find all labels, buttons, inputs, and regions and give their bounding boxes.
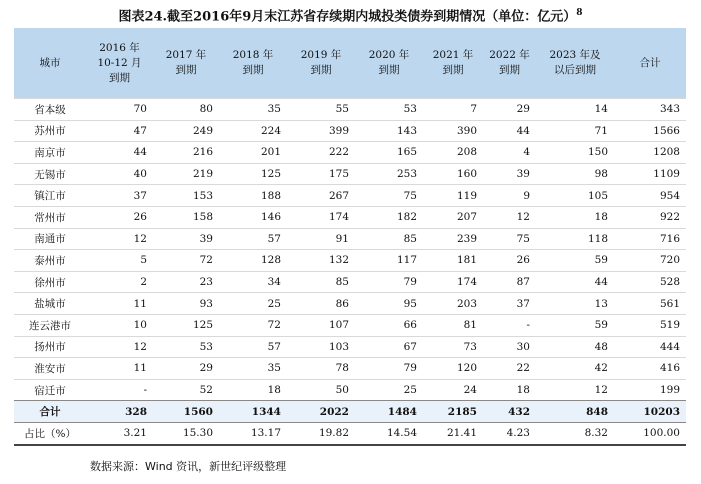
cell-value: 181 [423, 250, 483, 272]
cell-value: 22 [483, 358, 536, 380]
cell-value: 71 [536, 120, 614, 142]
cell-value: 73 [423, 336, 483, 358]
cell-value: 14 [536, 99, 614, 121]
cell-value: 86 [287, 293, 355, 315]
row-label: 省本级 [14, 99, 86, 121]
title-footnote: 8 [576, 8, 583, 18]
cell-value: 44 [86, 142, 153, 164]
cell-value: 12 [86, 336, 153, 358]
cell-value: 39 [153, 228, 219, 250]
cell-value: 81 [423, 314, 483, 336]
cell-value: - [86, 379, 153, 401]
cell-value: 125 [219, 163, 287, 185]
cell-value: 328 [86, 401, 153, 423]
cell-value: 35 [219, 358, 287, 380]
cell-value: 118 [536, 228, 614, 250]
cell-value: 44 [483, 120, 536, 142]
cell-value: 528 [614, 271, 686, 293]
title-text: 图表24.截至2016年9月末江苏省存续期内城投类债券到期情况（单位：亿元） [118, 9, 577, 25]
table-row [14, 228, 686, 250]
cell-value: 95 [355, 293, 423, 315]
cell-value: 42 [536, 358, 614, 380]
cell-value: 25 [219, 293, 287, 315]
cell-value: 47 [86, 120, 153, 142]
cell-value: 8.32 [536, 422, 614, 444]
row-label: 扬州市 [14, 336, 86, 358]
cell-value: 416 [614, 358, 686, 380]
cell-value: 390 [423, 120, 483, 142]
table-row [14, 163, 686, 185]
cell-value: 75 [483, 228, 536, 250]
cell-value: 224 [219, 120, 287, 142]
cell-value: 158 [153, 206, 219, 228]
cell-value: 39 [483, 163, 536, 185]
cell-value: 25 [355, 379, 423, 401]
row-label: 苏州市 [14, 120, 86, 142]
row-label: 常州市 [14, 206, 86, 228]
cell-value: 72 [219, 314, 287, 336]
cell-value: 29 [153, 358, 219, 380]
cell-value: 107 [287, 314, 355, 336]
cell-value: 26 [86, 206, 153, 228]
cell-value: 85 [355, 228, 423, 250]
row-label: 徐州市 [14, 271, 86, 293]
cell-value: 1344 [219, 401, 287, 423]
cell-value: 91 [287, 228, 355, 250]
cell-value: 13 [536, 293, 614, 315]
cell-value: 93 [153, 293, 219, 315]
table-row [14, 206, 686, 228]
cell-value: 207 [423, 206, 483, 228]
cell-value: 44 [536, 271, 614, 293]
cell-value: 132 [287, 250, 355, 272]
cell-value: 75 [355, 185, 423, 207]
cell-value: 1484 [355, 401, 423, 423]
row-label: 合计 [14, 401, 86, 423]
cell-value: 399 [287, 120, 355, 142]
cell-value: 18 [483, 379, 536, 401]
cell-value: 208 [423, 142, 483, 164]
cell-value: 954 [614, 185, 686, 207]
table-row [14, 250, 686, 272]
cell-value: 119 [423, 185, 483, 207]
cell-value: 29 [483, 99, 536, 121]
table-row [14, 379, 686, 401]
cell-value: 9 [483, 185, 536, 207]
cell-value: 26 [483, 250, 536, 272]
cell-value: 146 [219, 206, 287, 228]
table-row [14, 314, 686, 336]
cell-value: 98 [536, 163, 614, 185]
cell-value: 120 [423, 358, 483, 380]
cell-value: 343 [614, 99, 686, 121]
cell-value: 1109 [614, 163, 686, 185]
cell-value: 53 [355, 99, 423, 121]
cell-value: 150 [536, 142, 614, 164]
row-label: 南京市 [14, 142, 86, 164]
cell-value: 100.00 [614, 422, 686, 444]
cell-value: 59 [536, 314, 614, 336]
cell-value: 201 [219, 142, 287, 164]
cell-value: 1566 [614, 120, 686, 142]
cell-value: 87 [483, 271, 536, 293]
table-row [14, 120, 686, 142]
table-row [14, 271, 686, 293]
header-row [14, 28, 686, 99]
cell-value: 1208 [614, 142, 686, 164]
cell-value: 174 [423, 271, 483, 293]
cell-value: 432 [483, 401, 536, 423]
table-row [14, 142, 686, 164]
cell-value: 2185 [423, 401, 483, 423]
cell-value: 182 [355, 206, 423, 228]
cell-value: 14.54 [355, 422, 423, 444]
cell-value: 267 [287, 185, 355, 207]
col-header: 2016 年 10-12 月 到期 [86, 28, 153, 99]
cell-value: 55 [287, 99, 355, 121]
col-header: 2020 年 到期 [355, 28, 423, 99]
cell-value: 1560 [153, 401, 219, 423]
cell-value: 519 [614, 314, 686, 336]
row-label: 镇江市 [14, 185, 86, 207]
cell-value: 35 [219, 99, 287, 121]
cell-value: 2 [86, 271, 153, 293]
cell-value: 79 [355, 358, 423, 380]
data-source: 数据来源：Wind 资讯，新世纪评级整理 [90, 460, 287, 473]
cell-value: 10203 [614, 401, 686, 423]
cell-value: 10 [86, 314, 153, 336]
share-row [14, 422, 686, 444]
cell-value: 79 [355, 271, 423, 293]
col-header: 2017 年 到期 [153, 28, 219, 99]
table-row [14, 358, 686, 380]
cell-value: 23 [153, 271, 219, 293]
col-header: 合计 [614, 28, 686, 99]
table-row [14, 293, 686, 315]
cell-value: 3.21 [86, 422, 153, 444]
total-row [14, 401, 686, 423]
row-label: 淮安市 [14, 358, 86, 380]
row-label: 连云港市 [14, 314, 86, 336]
cell-value: 18 [536, 206, 614, 228]
cell-value: 103 [287, 336, 355, 358]
maturity-table [14, 28, 686, 446]
cell-value: 70 [86, 99, 153, 121]
cell-value: 18 [219, 379, 287, 401]
cell-value: 561 [614, 293, 686, 315]
cell-value: 219 [153, 163, 219, 185]
col-header: 2018 年 到期 [219, 28, 287, 99]
cell-value: 48 [536, 336, 614, 358]
cell-value: 11 [86, 358, 153, 380]
cell-value: 253 [355, 163, 423, 185]
cell-value: 72 [153, 250, 219, 272]
cell-value: 153 [153, 185, 219, 207]
cell-value: 716 [614, 228, 686, 250]
col-header: 2022 年 到期 [483, 28, 536, 99]
cell-value: - [483, 314, 536, 336]
table-row [14, 185, 686, 207]
cell-value: 922 [614, 206, 686, 228]
cell-value: 216 [153, 142, 219, 164]
row-label: 盐城市 [14, 293, 86, 315]
cell-value: 37 [86, 185, 153, 207]
row-label: 宿迁市 [14, 379, 86, 401]
cell-value: 160 [423, 163, 483, 185]
cell-value: 21.41 [423, 422, 483, 444]
col-header: 2019 年 到期 [287, 28, 355, 99]
cell-value: 239 [423, 228, 483, 250]
cell-value: 57 [219, 228, 287, 250]
cell-value: 59 [536, 250, 614, 272]
cell-value: 720 [614, 250, 686, 272]
cell-value: 40 [86, 163, 153, 185]
cell-value: 199 [614, 379, 686, 401]
cell-value: 12 [86, 228, 153, 250]
cell-value: 203 [423, 293, 483, 315]
cell-value: 174 [287, 206, 355, 228]
cell-value: 15.30 [153, 422, 219, 444]
row-label: 泰州市 [14, 250, 86, 272]
cell-value: 165 [355, 142, 423, 164]
cell-value: 128 [219, 250, 287, 272]
row-label: 南通市 [14, 228, 86, 250]
cell-value: 117 [355, 250, 423, 272]
col-header: 2023 年及 以后到期 [536, 28, 614, 99]
cell-value: 13.17 [219, 422, 287, 444]
cell-value: 37 [483, 293, 536, 315]
cell-value: 52 [153, 379, 219, 401]
cell-value: 5 [86, 250, 153, 272]
cell-value: 67 [355, 336, 423, 358]
cell-value: 249 [153, 120, 219, 142]
cell-value: 57 [219, 336, 287, 358]
cell-value: 4 [483, 142, 536, 164]
col-header-city: 城市 [14, 28, 86, 99]
cell-value: 143 [355, 120, 423, 142]
cell-value: 188 [219, 185, 287, 207]
cell-value: 19.82 [287, 422, 355, 444]
cell-value: 7 [423, 99, 483, 121]
table-title [0, 4, 701, 26]
cell-value: 848 [536, 401, 614, 423]
cell-value: 12 [483, 206, 536, 228]
cell-value: 444 [614, 336, 686, 358]
cell-value: 85 [287, 271, 355, 293]
cell-value: 53 [153, 336, 219, 358]
cell-value: 175 [287, 163, 355, 185]
cell-value: 50 [287, 379, 355, 401]
cell-value: 125 [153, 314, 219, 336]
cell-value: 30 [483, 336, 536, 358]
cell-value: 34 [219, 271, 287, 293]
cell-value: 78 [287, 358, 355, 380]
cell-value: 80 [153, 99, 219, 121]
cell-value: 11 [86, 293, 153, 315]
cell-value: 105 [536, 185, 614, 207]
col-header: 2021 年 到期 [423, 28, 483, 99]
cell-value: 222 [287, 142, 355, 164]
row-label: 占比（%） [14, 422, 86, 444]
cell-value: 12 [536, 379, 614, 401]
cell-value: 24 [423, 379, 483, 401]
cell-value: 2022 [287, 401, 355, 423]
table-row [14, 336, 686, 358]
cell-value: 4.23 [483, 422, 536, 444]
cell-value: 66 [355, 314, 423, 336]
row-label: 无锡市 [14, 163, 86, 185]
table-row [14, 99, 686, 121]
